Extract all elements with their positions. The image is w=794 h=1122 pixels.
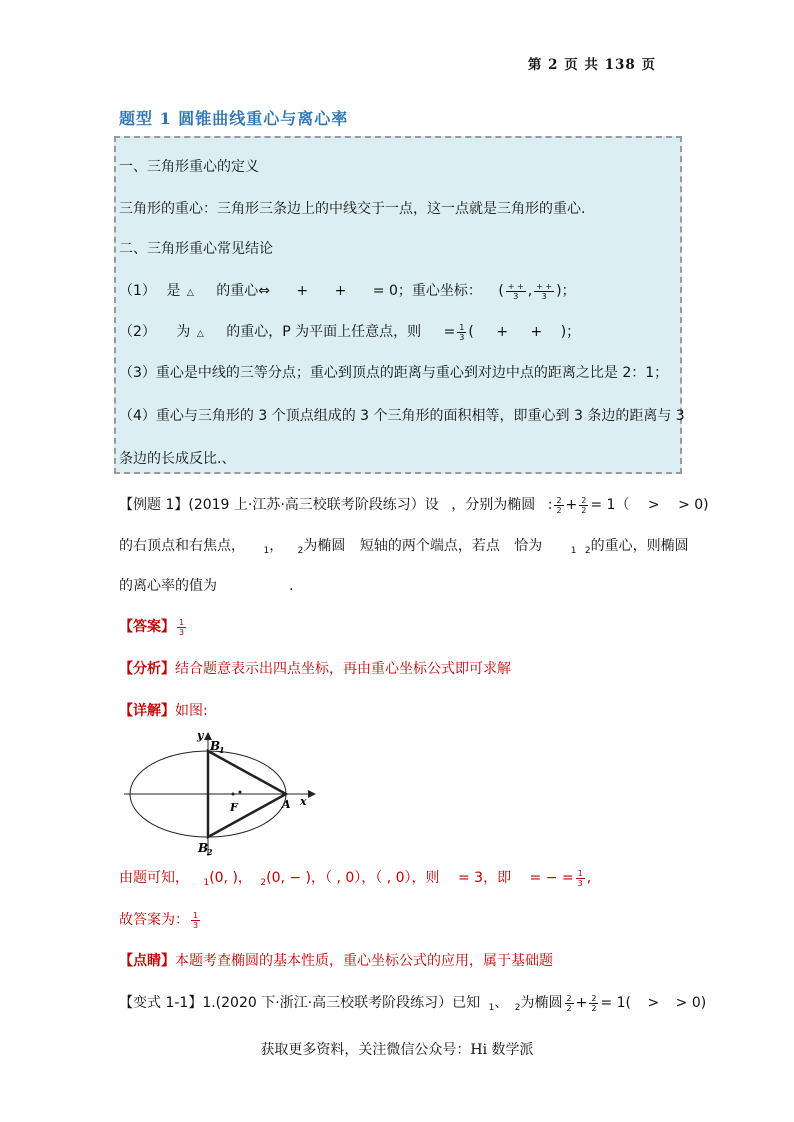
a-label: A bbox=[282, 798, 291, 811]
c2-b: 的重心，P 为平面上任意点，则 bbox=[226, 324, 422, 340]
page-number: 第 2 页 共 138 页 bbox=[527, 57, 656, 73]
conclusion-3: （3）重心是中线的三等分点；重心到顶点的距离与重心到对边中点的距离之比是 2：1； bbox=[119, 365, 669, 381]
box-heading-1: 一、三角形重心的定义 bbox=[119, 159, 259, 175]
answer-frac: $\frac{1}{3}$ bbox=[179, 617, 185, 637]
final-answer-line: 故答案为： $\frac{1}{3}$ bbox=[119, 910, 199, 930]
variant-frac-2: $\frac{2}{2}$ bbox=[591, 993, 597, 1013]
detail-line: 【详解】如图: bbox=[119, 703, 208, 719]
conclusion-4-line2: 条边的长成反比.、 bbox=[119, 451, 236, 467]
example-tag: 【例题 1】 bbox=[119, 497, 189, 513]
c2-a: 为 bbox=[176, 324, 191, 340]
c1-plus2: + bbox=[334, 283, 347, 299]
ellipse-frac-2: $\frac{2}{2}$ bbox=[581, 495, 587, 515]
box-heading-2: 二、三角形重心常见结论 bbox=[119, 241, 273, 257]
comment-line: 【点睛】本题考查椭圆的基本性质，重心坐标公式的应用，属于基础题 bbox=[119, 953, 553, 969]
ellipse-frac-1: $\frac{2}{2}$ bbox=[556, 495, 562, 515]
variant-frac-1: $\frac{2}{2}$ bbox=[566, 993, 572, 1013]
b2-label: B bbox=[198, 841, 209, 855]
c1-plus1: + bbox=[296, 283, 309, 299]
example-source: (2019 上·江苏·高三校联考阶段练习）设 bbox=[188, 497, 439, 513]
y-label: y bbox=[197, 729, 204, 742]
c1-a: 是 bbox=[166, 283, 181, 299]
c1-coord-open: ( bbox=[498, 283, 504, 299]
answer-line bbox=[119, 616, 188, 637]
analysis-tag: 【分析】 bbox=[119, 661, 175, 677]
conclusion-2 bbox=[119, 321, 580, 342]
b1-label: B bbox=[210, 739, 221, 753]
footer: 获取更多资料，关注微信公众号：Hi 数学派 bbox=[260, 1042, 534, 1058]
variant-line: 【变式 1-1】1.(2020 下·浙江·高三校联考阶段练习）已知 $_1$、 $_2$为椭圆 $\frac{2}{2}$ + $\frac{2}{2}$ = 1( > > 0) bbox=[119, 993, 707, 1013]
conclusion-4-line1: （4）重心与三角形的 3 个顶点组成的 3 个三角形的面积相等，即重心到 3 条边的距离与 3 bbox=[119, 408, 685, 424]
box-definition: 三角形的重心：三角形三条边上的中线交于一点，这一点就是三角形的重心. bbox=[119, 201, 586, 217]
c1-eq: = 0；重心坐标： bbox=[372, 283, 482, 299]
c1-coord-close: )； bbox=[556, 283, 576, 299]
answer-tag: 【答案】 bbox=[119, 619, 175, 635]
c2-frac: $\frac{1}{3}$ bbox=[459, 322, 465, 342]
c1-comma: , bbox=[527, 283, 533, 299]
ellipse-figure bbox=[118, 728, 318, 858]
triangle-symbol-2: △ bbox=[196, 329, 204, 339]
c1-b: 的重心⇔ bbox=[216, 283, 270, 299]
example-line-1: 【例题 1】(2019 上·江苏·高三校联考阶段练习）设 ，分别为椭圆 : $\frac{2}{2}$ + $\frac{2}{2}$ = 1（ > > 0) bbox=[119, 495, 709, 515]
example-line-3: 的离心率的值为 . bbox=[119, 578, 294, 594]
solution-line: 由题可知， $_1$(0, )， $_2$(0, − )，（ , 0），（ , 0），则 = 3，即 = − = $\frac{1}{3}$ , bbox=[119, 868, 592, 888]
analysis-line: 【分析】结合题意表示出四点坐标，再由重心坐标公式即可求解 bbox=[119, 661, 511, 677]
x-label: x bbox=[300, 795, 307, 808]
centroid-point bbox=[239, 791, 242, 794]
c2-paren-close: )； bbox=[560, 324, 581, 340]
c2-plus1: + bbox=[496, 324, 509, 340]
solution-frac: $\frac{1}{3}$ bbox=[577, 868, 583, 888]
variant-tag: 【变式 1-1】 bbox=[119, 995, 203, 1011]
comment-tag: 【点睛】 bbox=[119, 953, 175, 969]
c2-paren-open: ( bbox=[468, 324, 474, 340]
conclusion-1 bbox=[119, 280, 576, 301]
example-line-2: 的右顶点和右焦点， $_1$， $_2$为椭圆 短轴的两个端点，若点 恰为 $_1$ $_2$的重心，则椭圆 bbox=[119, 538, 689, 556]
f-label: F bbox=[230, 801, 238, 814]
c2-eq: = bbox=[443, 324, 456, 340]
c1-frac2: $\frac{+ +}{3}$ bbox=[536, 281, 553, 301]
detail-tag: 【详解】 bbox=[119, 703, 175, 719]
final-answer-frac: $\frac{1}{3}$ bbox=[193, 910, 199, 930]
triangle-symbol: △ bbox=[186, 288, 194, 298]
b2-sub: 2 bbox=[207, 847, 213, 857]
c1-frac1: $\frac{+ +}{3}$ bbox=[507, 281, 524, 301]
focus-point bbox=[232, 793, 235, 796]
c1-label: （1） bbox=[119, 283, 156, 299]
x-axis-arrow bbox=[308, 790, 316, 798]
b1-sub: 1 bbox=[219, 745, 225, 755]
c2-plus2: + bbox=[530, 324, 543, 340]
section-title: 题型 1 圆锥曲线重心与离心率 bbox=[119, 109, 349, 128]
c2-label: （2） bbox=[119, 324, 156, 340]
